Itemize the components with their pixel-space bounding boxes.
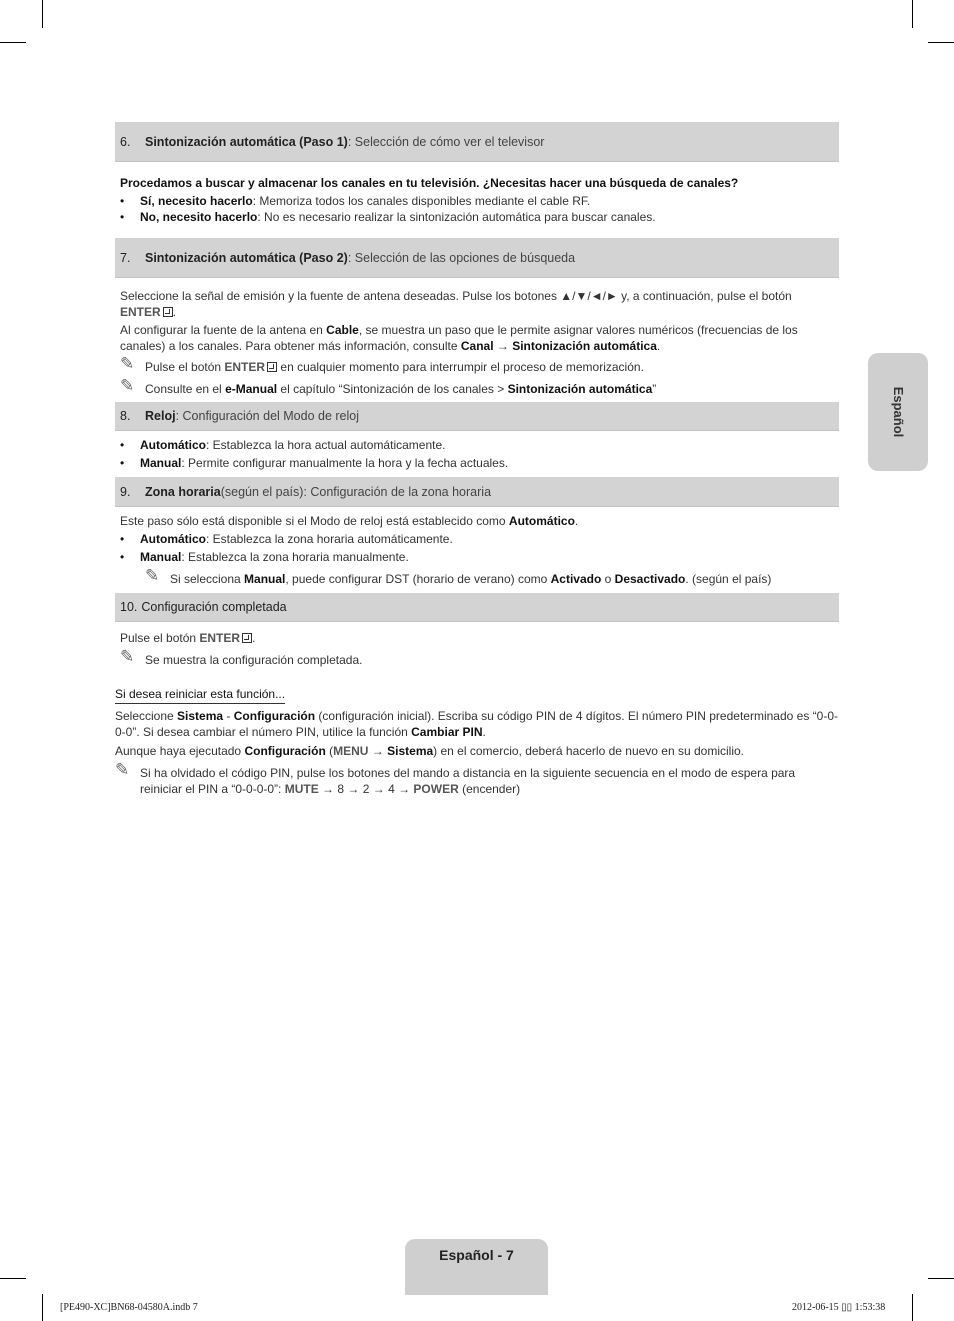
enter-key-icon xyxy=(267,362,277,372)
section-6-list xyxy=(120,193,839,225)
crop-mark xyxy=(912,1294,913,1321)
section-subtitle: (según el país): Configuración de la zona horaria xyxy=(220,484,492,499)
section-6-header xyxy=(115,122,839,162)
page-number-tab xyxy=(405,1239,548,1295)
section-10-header xyxy=(115,593,839,622)
section-9-paragraph: Este paso sólo está disponible si el Modo de reloj está establecido como Automático. xyxy=(120,514,579,528)
pencil-note-icon: ✎ xyxy=(120,376,135,395)
crop-mark xyxy=(42,0,43,28)
section-subtitle: : Selección de las opciones de búsqueda xyxy=(347,250,576,265)
section-7-paragraph-1: Seleccione la señal de emisión y la fuente de antena deseadas. Pulse los botones ▲/▼/◄/► y, a continuación, pulse el botón ENTER . xyxy=(120,289,792,319)
section-subtitle: : Selección de cómo ver el televisor xyxy=(347,134,545,149)
page-number: Español - 7 xyxy=(439,1247,514,1263)
crop-mark xyxy=(0,1278,26,1279)
reset-note: ✎ Si ha olvidado el código PIN, pulse los botones del mando a distancia en la siguiente secuencia en el modo de espera para reiniciar el PIN a “0-0-0-0”: MUTE → 8 → 2 → 4 → POWER (encender) xyxy=(115,760,796,796)
crop-mark xyxy=(928,42,954,43)
reset-paragraph-1: Seleccione Sistema - Configuración (configuración inicial). Escriba su código PIN de 4 dígitos. El número PIN predeterminado es “0-0-0-0”. Si desea cambiar el número PIN, utilice la función Cambiar PIN. xyxy=(115,709,838,739)
list-item: • Automático: Establezca la hora actual automáticamente. xyxy=(120,437,839,453)
section-8-list xyxy=(120,437,839,471)
reset-section xyxy=(115,686,839,797)
crop-mark xyxy=(928,1278,954,1279)
list-item: • Sí, necesito hacerlo: Memoriza todos los canales disponibles mediante el cable RF. xyxy=(120,193,839,209)
section-number: 10. xyxy=(120,600,138,614)
section-7-note-1: ✎ Pulse el botón ENTER en cualquier momento para interrumpir el proceso de memorización. xyxy=(120,354,644,374)
pencil-note-icon: ✎ xyxy=(120,354,135,373)
pencil-note-icon: ✎ xyxy=(145,566,160,585)
section-7-note-2: ✎ Consulte en el e-Manual el capítulo “Sintonización de los canales > Sintonización automática” xyxy=(120,376,657,396)
enter-key-icon xyxy=(242,633,252,643)
section-number: 8. xyxy=(120,409,131,423)
reset-paragraph-2: Aunque haya ejecutado Configuración (MENU → Sistema) en el comercio, deberá hacerlo de nuevo en su domicilio. xyxy=(115,744,745,758)
section-title: Sintonización automática (Paso 2) xyxy=(145,250,348,265)
list-item: • No, necesito hacerlo: No es necesario realizar la sintonización automática para buscar canales. xyxy=(120,209,839,225)
section-number: 6. xyxy=(120,134,131,149)
section-9-list xyxy=(120,531,839,565)
footer-file-info: [PE490-XC]BN68-04580A.indb 7 xyxy=(60,1302,198,1313)
crop-mark xyxy=(42,1294,43,1321)
enter-key-icon xyxy=(163,307,173,317)
side-tab-label: Español xyxy=(891,386,906,438)
section-10-paragraph: Pulse el botón ENTER . xyxy=(120,631,256,645)
section-number: 7. xyxy=(120,250,131,265)
section-title: Zona horaria xyxy=(145,484,221,499)
section-8-header xyxy=(115,402,839,431)
language-side-tab xyxy=(868,353,928,471)
section-subtitle: : Configuración del Modo de reloj xyxy=(175,409,360,423)
section-10-note: ✎ Se muestra la configuración completada. xyxy=(120,647,363,667)
section-9-header xyxy=(115,477,839,507)
section-number: 9. xyxy=(120,484,131,499)
footer-timestamp: 2012-06-15 ▯▯ 1:53:38 xyxy=(792,1302,886,1313)
crop-mark xyxy=(0,42,26,43)
list-item: • Automático: Establezca la zona horaria automáticamente. xyxy=(120,531,839,547)
section-title: Sintonización automática (Paso 1) xyxy=(145,134,348,149)
section-6-question: Procedamos a buscar y almacenar los canales en tu televisión. ¿Necesitas hacer una búsqueda de canales? xyxy=(120,176,739,190)
crop-mark xyxy=(912,0,913,28)
list-item: • Manual: Permite configurar manualmente la hora y la fecha actuales. xyxy=(120,455,839,471)
pencil-note-icon: ✎ xyxy=(115,760,130,779)
section-title: Reloj xyxy=(145,409,176,423)
section-title: Configuración completada xyxy=(141,600,287,614)
list-item: • Manual: Establezca la zona horaria manualmente. xyxy=(120,549,839,565)
section-9-note: ✎ Si selecciona Manual, puede configurar DST (horario de verano) como Activado o Desactivado. (según el país) xyxy=(145,566,772,586)
section-7-header xyxy=(115,238,839,278)
page-content xyxy=(115,122,839,797)
pencil-note-icon: ✎ xyxy=(120,647,135,666)
reset-title: Si desea reiniciar esta función... xyxy=(115,686,285,704)
section-7-paragraph-2: Al configurar la fuente de la antena en Cable, se muestra un paso que le permite asignar valores numéricos (frecuencias de los canales) a los canales. Para obtener más información, consulte Canal → Sintonización automática. xyxy=(120,323,798,353)
